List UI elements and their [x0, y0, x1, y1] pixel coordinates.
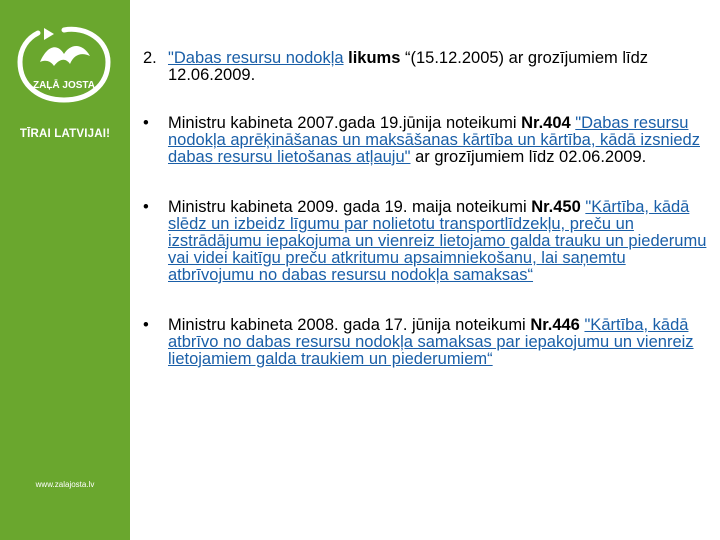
regulation-suffix: ar grozījumiem līdz 02.06.2009.	[410, 148, 647, 166]
regulation-number: Nr.450	[531, 198, 581, 216]
bullet: •	[143, 198, 149, 216]
list-item	[143, 50, 708, 84]
slogan: TĪRAI LATVIJAI!	[19, 128, 111, 140]
regulation-link[interactable]: "Kārtība, kādā slēdz un izbeidz līgumu par nolietotu transportlīdzekļu, preču un izstrādājumu iepakojuma un vienreiz lietojamo galda trauku un piederumu vai videi kaitīgu preču atkritumu apsaimniekošanu, lai saņemtu atbrīvojumu no dabas resursu nodokļa samaksas“	[168, 198, 707, 284]
regulation-prefix: Ministru kabineta 2008. gada 17. jūnija noteikumi	[168, 316, 531, 334]
regulation-link[interactable]: "Kārtība, kādā atbrīvo no dabas resursu nodokļa samaksas par iepakojumu un vienreiz lietojamiem galda traukiem un piederumiem“	[168, 316, 694, 368]
law-title-bold: likums	[343, 49, 401, 67]
regulation-link[interactable]: "Dabas resursu nodokļa aprēķināšanas un maksāšanas kārtība un kārtība, kādā izsniedz dabas resursu lietošanas atļauju"	[168, 114, 700, 166]
bullet: •	[143, 316, 149, 334]
bullet: •	[143, 114, 149, 132]
zala-josta-logo	[14, 22, 114, 104]
item-number: 2.	[143, 49, 157, 67]
regulation-prefix: Ministru kabineta 2009. gada 19. maija noteikumi	[168, 198, 532, 216]
website-link[interactable]: www.zalajosta.lv	[35, 480, 95, 489]
logo-text: ZAĻĀ JOSTA	[32, 80, 96, 91]
list-item	[143, 199, 708, 284]
sidebar	[0, 0, 130, 540]
law-link[interactable]: "Dabas resursu nodokļa	[168, 49, 344, 67]
law-date: “(15.12.2005) ar grozījumiem līdz 12.06.2009.	[168, 49, 649, 84]
list-item	[143, 317, 708, 368]
regulation-number: Nr.446	[530, 316, 580, 334]
regulation-number: Nr.404	[521, 114, 571, 132]
slide-content	[143, 50, 708, 368]
list-item	[143, 115, 708, 166]
regulation-prefix: Ministru kabineta 2007.gada 19.jūnija noteikumi	[168, 114, 522, 132]
